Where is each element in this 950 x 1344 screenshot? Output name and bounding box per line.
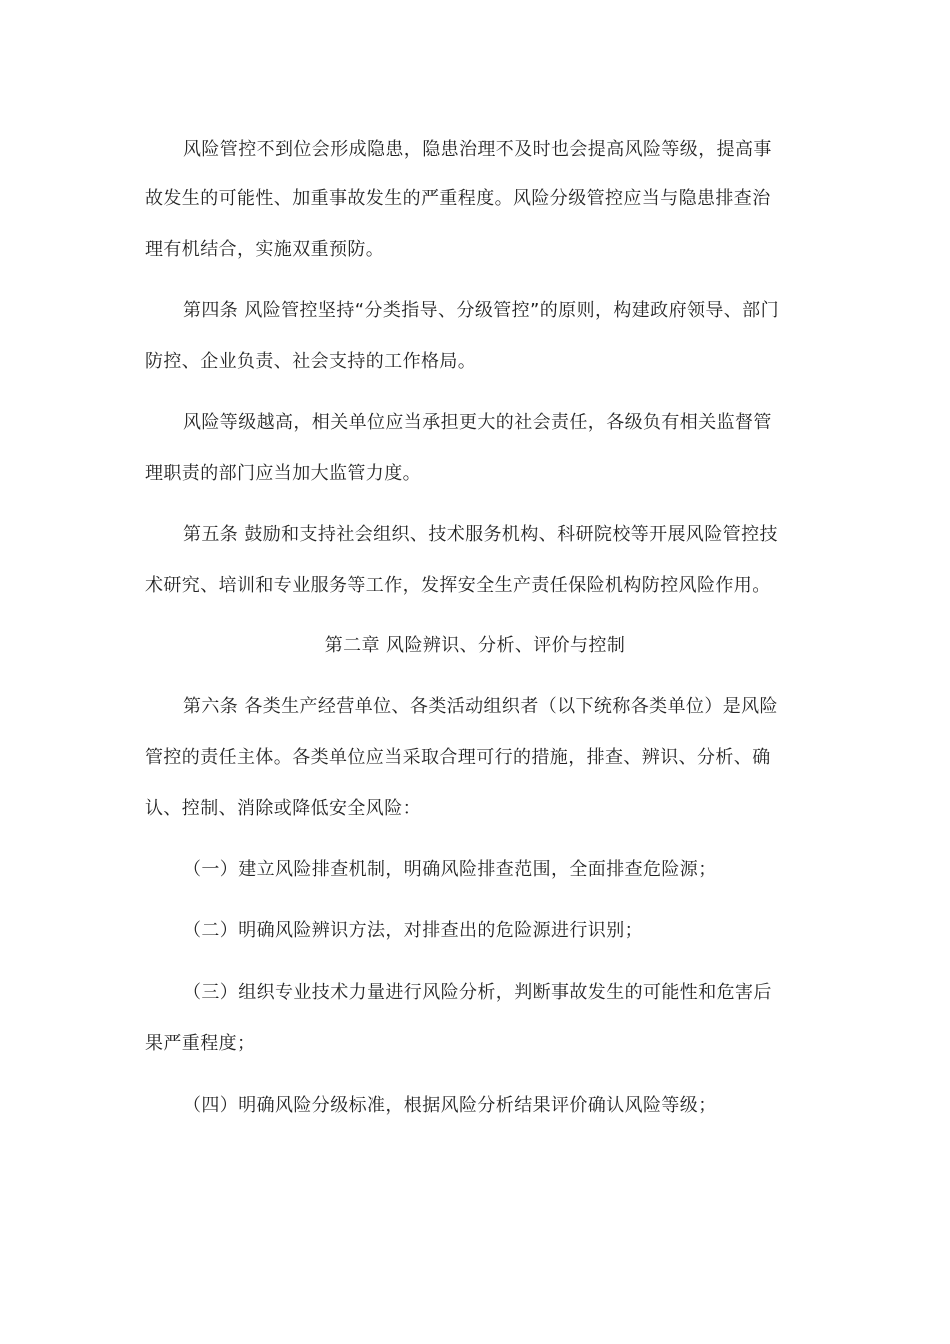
article-6-line: 第六条 各类生产经营单位、各类活动组织者（以下统称各类单位）是风险: [183, 696, 778, 717]
paragraph-line: 理有机结合，实施双重预防。: [145, 239, 385, 260]
paragraph-line: 风险等级越高，相关单位应当承担更大的社会责任，各级负有相关监督管: [183, 412, 772, 433]
list-item-3: （三）组织专业技术力量进行风险分析，判断事故发生的可能性和危害后: [183, 982, 772, 1003]
article-5-line: 第五条 鼓励和支持社会组织、技术服务机构、科研院校等开展风险管控技: [183, 524, 778, 545]
paragraph-line: 故发生的可能性、加重事故发生的严重程度。风险分级管控应当与隐患排查治: [145, 188, 771, 209]
article-4-line: 第四条 风险管控坚持“分类指导、分级管控”的原则，构建政府领导、部门: [183, 300, 779, 321]
paragraph-line: 理职责的部门应当加大监管力度。: [145, 463, 421, 484]
paragraph-line: 风险管控不到位会形成隐患，隐患治理不及时也会提高风险等级，提高事: [183, 139, 772, 160]
list-item-2: （二）明确风险辨识方法，对排查出的危险源进行识别；: [183, 920, 643, 941]
paragraph-line: 管控的责任主体。各类单位应当采取合理可行的措施，排查、辨识、分析、确: [145, 747, 771, 768]
paragraph-line: 认、控制、消除或降低安全风险：: [145, 798, 421, 819]
paragraph-line: 果严重程度；: [145, 1033, 256, 1054]
paragraph-line: 防控、企业负责、社会支持的工作格局。: [145, 351, 477, 372]
list-item-4: （四）明确风险分级标准，根据风险分析结果评价确认风险等级；: [183, 1095, 717, 1116]
chapter-heading: 第二章 风险辨识、分析、评价与控制: [324, 635, 626, 656]
list-item-1: （一）建立风险排查机制，明确风险排查范围，全面排查危险源；: [183, 859, 717, 880]
paragraph-line: 术研究、培训和专业服务等工作，发挥安全生产责任保险机构防控风险作用。: [145, 575, 771, 596]
